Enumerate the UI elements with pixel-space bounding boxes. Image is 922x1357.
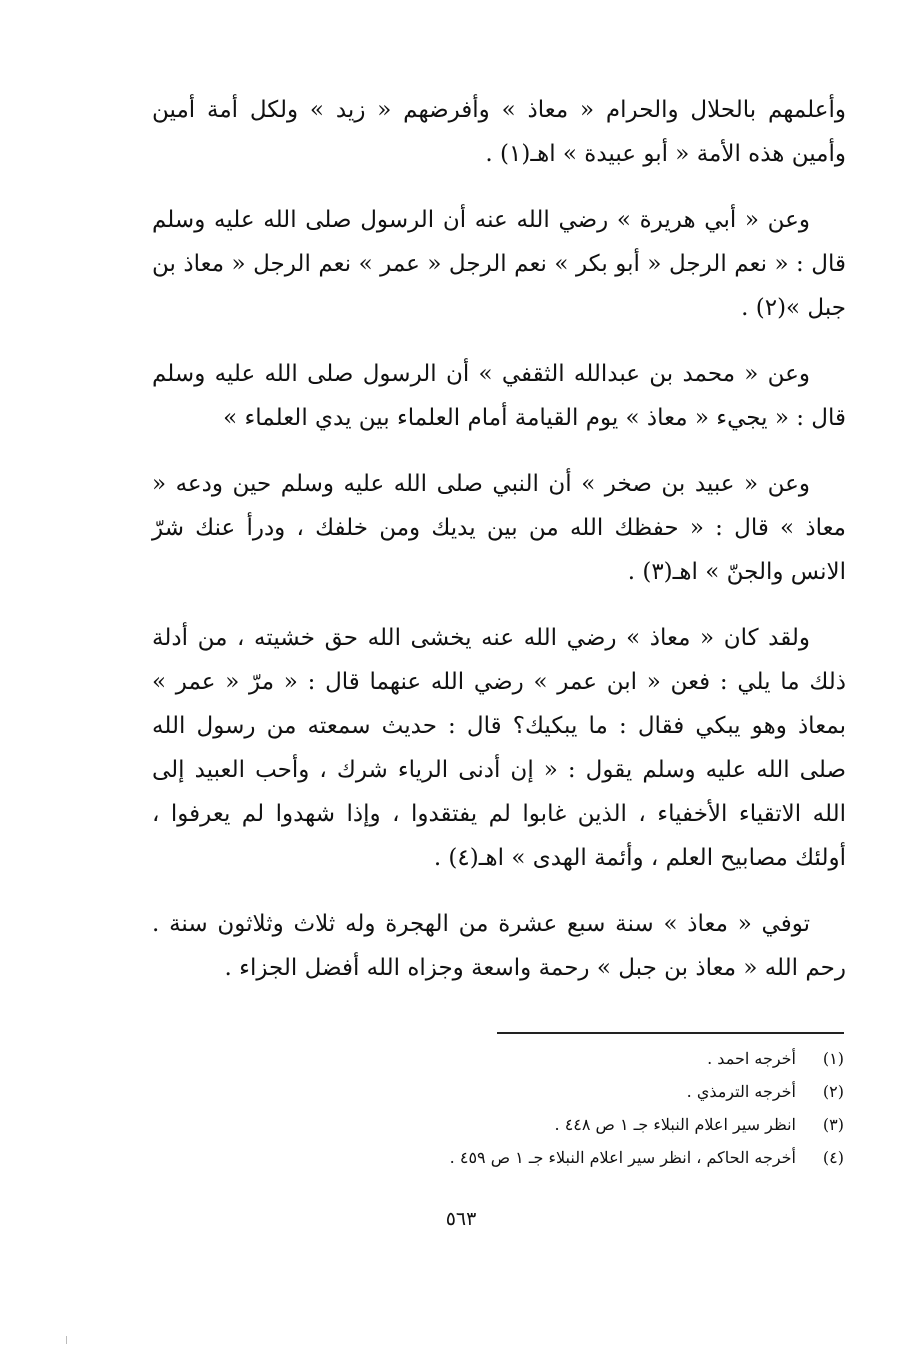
paragraph-fear-of-god: ولقد كان « معاذ » رضي الله عنه يخشى الله حق خشيته ، من أدلة ذلك ما يلي : فعن « ابن عمر » رضي الله عنهما قال : « مرّ « عمر » بمعاذ وهو يبكي فقال : ما يبكيك؟ قال : حديث سمعته من رسول الله صلى الله عليه وسلم يقول : « إن أدنى الرياء شرك ، وأحب العبيد إلى الله الاتقياء الأخفياء ، الذين غابوا لم يفتقدوا ، وإذا شهدوا لم يعرفوا ، أولئك مصابيح العلم ، وأئمة الهدى » اهـ(٤) . (152, 625, 846, 871)
paragraph-continuation: وأعلمهم بالحلال والحرام « معاذ » وأفرضهم « زيد » ولكل أمة أمين وأمين هذه الأمة « أبو عبيدة » اهـ(١) . (152, 97, 846, 167)
footnote-item (300, 1042, 844, 1075)
footnote-divider (497, 1032, 844, 1034)
footnote-number: (٢) (822, 1082, 844, 1101)
paragraph-abu-hurairah: وعن « أبي هريرة » رضي الله عنه أن الرسول صلى الله عليه وسلم قال : « نعم الرجل « أبو بكر » نعم الرجل « عمر » نعم الرجل « معاذ بن جبل »(٢) . (152, 207, 846, 321)
footnote-number: (٤) (822, 1148, 844, 1167)
footnotes (300, 1042, 844, 1174)
scan-margin-mark (66, 1336, 67, 1344)
footnote-text: انظر سير اعلام النبلاء جـ ١ ص ٤٤٨ . (554, 1115, 796, 1134)
paragraph-death: توفي « معاذ » سنة سبع عشرة من الهجرة وله ثلاث وثلاثون سنة . رحم الله « معاذ بن جبل » رحمة واسعة وجزاه الله أفضل الجزاء . (152, 911, 846, 981)
footnote-text: أخرجه احمد . (707, 1049, 796, 1068)
footnote-item (300, 1075, 844, 1108)
footnote-number: (٣) (822, 1115, 844, 1134)
footnote-text: أخرجه الترمذي . (686, 1082, 796, 1101)
body-text (152, 88, 846, 1012)
paragraph-ubaid: وعن « عبيد بن صخر » أن النبي صلى الله عليه وسلم حين ودعه « معاذ » قال : « حفظك الله من بين يديك ومن خلفك ، ودرأ عنك شرّ الانس والجنّ » اهـ(٣) . (152, 471, 846, 585)
footnote-number: (١) (822, 1049, 844, 1068)
page-number: ٥٦٣ (445, 1208, 477, 1230)
footnote-text: أخرجه الحاكم ، انظر سير اعلام النبلاء جـ ١ ص ٤٥٩ . (449, 1148, 796, 1167)
footnote-item (300, 1108, 844, 1141)
paragraph-thaqafi: وعن « محمد بن عبدالله الثقفي » أن الرسول صلى الله عليه وسلم قال : « يجيء « معاذ » يوم القيامة أمام العلماء بين يدي العلماء » (152, 361, 846, 431)
footnote-item (300, 1141, 844, 1174)
